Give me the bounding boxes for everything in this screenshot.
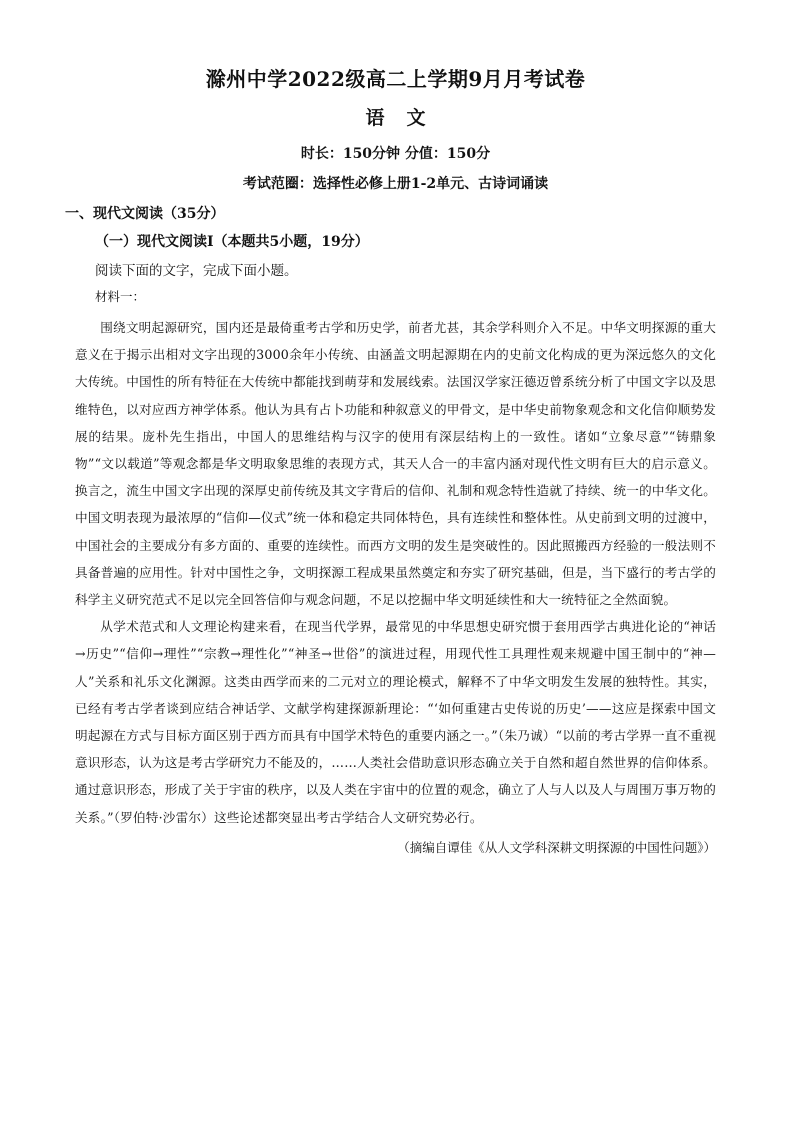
duration-score: 时长：150分钟 分值：150分 bbox=[300, 146, 491, 162]
source-citation: （摘编自谭佳《从人文学科深耕文明探源的中国性问题》） bbox=[397, 839, 716, 855]
reading-instruction: 阅读下面的文字，完成下面小题。 bbox=[95, 263, 298, 279]
section-heading: 一、现代文阅读（35分） bbox=[65, 206, 225, 222]
material-label: 材料一： bbox=[95, 289, 146, 304]
subsection-heading: （一）现代文阅读Ⅰ（本题共5小题，19分） bbox=[95, 234, 369, 250]
material-paragraph-2: 从学术范式和人文理论构建来看，在现当代学界，最常见的中华思想史研究惯于套用西学古典进化论的“神话→历史”“信仰→理性”“宗教→理性化”“神圣→世俗”的演进过程，用现代性工具理性观来规避中国王制中的“神—人”关系和礼乐文化渊源。这类由西学而来的二元对立的理论模式，解释不了中华文明发生发展的独特性。其实，已经有考古学者谈到应结合神话学、文献学构建探源新理论：“‘如何重建古史传说的历史’——这应是探索中国文明起源在方式与目标方面区别于西方而具有中国学术特色的重要内涵之一。”（朱乃诚）“以前的考古学界一直不重视意识形态，认为这是考古学研究力不能及的，……人类社会借助意识形态确立关于自然和超自然世界的信仰体系。通过意识形态，形成了关于宇宙的秩序，以及人类在宇宙中的位置的观念，确立了人与人以及人与周围万事万物的关系。”（罗伯特·沙雷尔）这些论述都突显出考古学结合人文研究势必行。 bbox=[75, 619, 716, 825]
material-paragraph-1: 围绕文明起源研究，国内还是最倚重考古学和历史学，前者尤甚，其余学科则介入不足。中华文明探源的重大意义在于揭示出相对文字出现的3000余年小传统、由涵盖文明起源期在内的史前文化构成的更为深远悠久的文化大传统。中国性的所有特征在大传统中都能找到萌芽和发展线索。法国汉学家汪德迈曾系统分析了中国文字以及思维特色，以对应西方神学体系。他认为具有占卜功能和种叙意义的甲骨文，是中华史前物象观念和文化信仰顺势发展的结果。庞朴先生指出，中国人的思维结构与汉字的使用有深层结构上的一致性。诸如“立象尽意”“铸鼎象物”“文以载道”等观念都是华文明取象思维的表现方式，其天人合一的丰富内涵对现代性文明有巨大的启示意义。换言之，流生中国文字出现的深厚史前传统及其文字背后的信仰、礼制和观念特性造就了持续、统一的中华文化。中国文明表现为最浓厚的“信仰—仪式”统一体和稳定共同体特色，具有连续性和整体性。从史前到文明的过渡中，中国社会的主要成分有多方面的、重要的连续性。而西方文明的发生是突破性的。因此照搬西方经验的一般法则不具备普遍的应用性。针对中国性之争，文明探源工程成果虽然奠定和夯实了研究基础，但是，当下盛行的考古学的科学主义研究范式不足以完全回答信仰与观念问题，不足以挖掘中华文明延续性和大一统特征之全然面貌。 bbox=[75, 320, 716, 608]
exam-scope: 考试范圈：选择性必修上册1-2单元、古诗词诵读 bbox=[242, 176, 549, 192]
subject-heading: 语文 bbox=[365, 107, 448, 129]
exam-title: 滁州中学2022级高二上学期9月月考试卷 bbox=[205, 67, 586, 91]
